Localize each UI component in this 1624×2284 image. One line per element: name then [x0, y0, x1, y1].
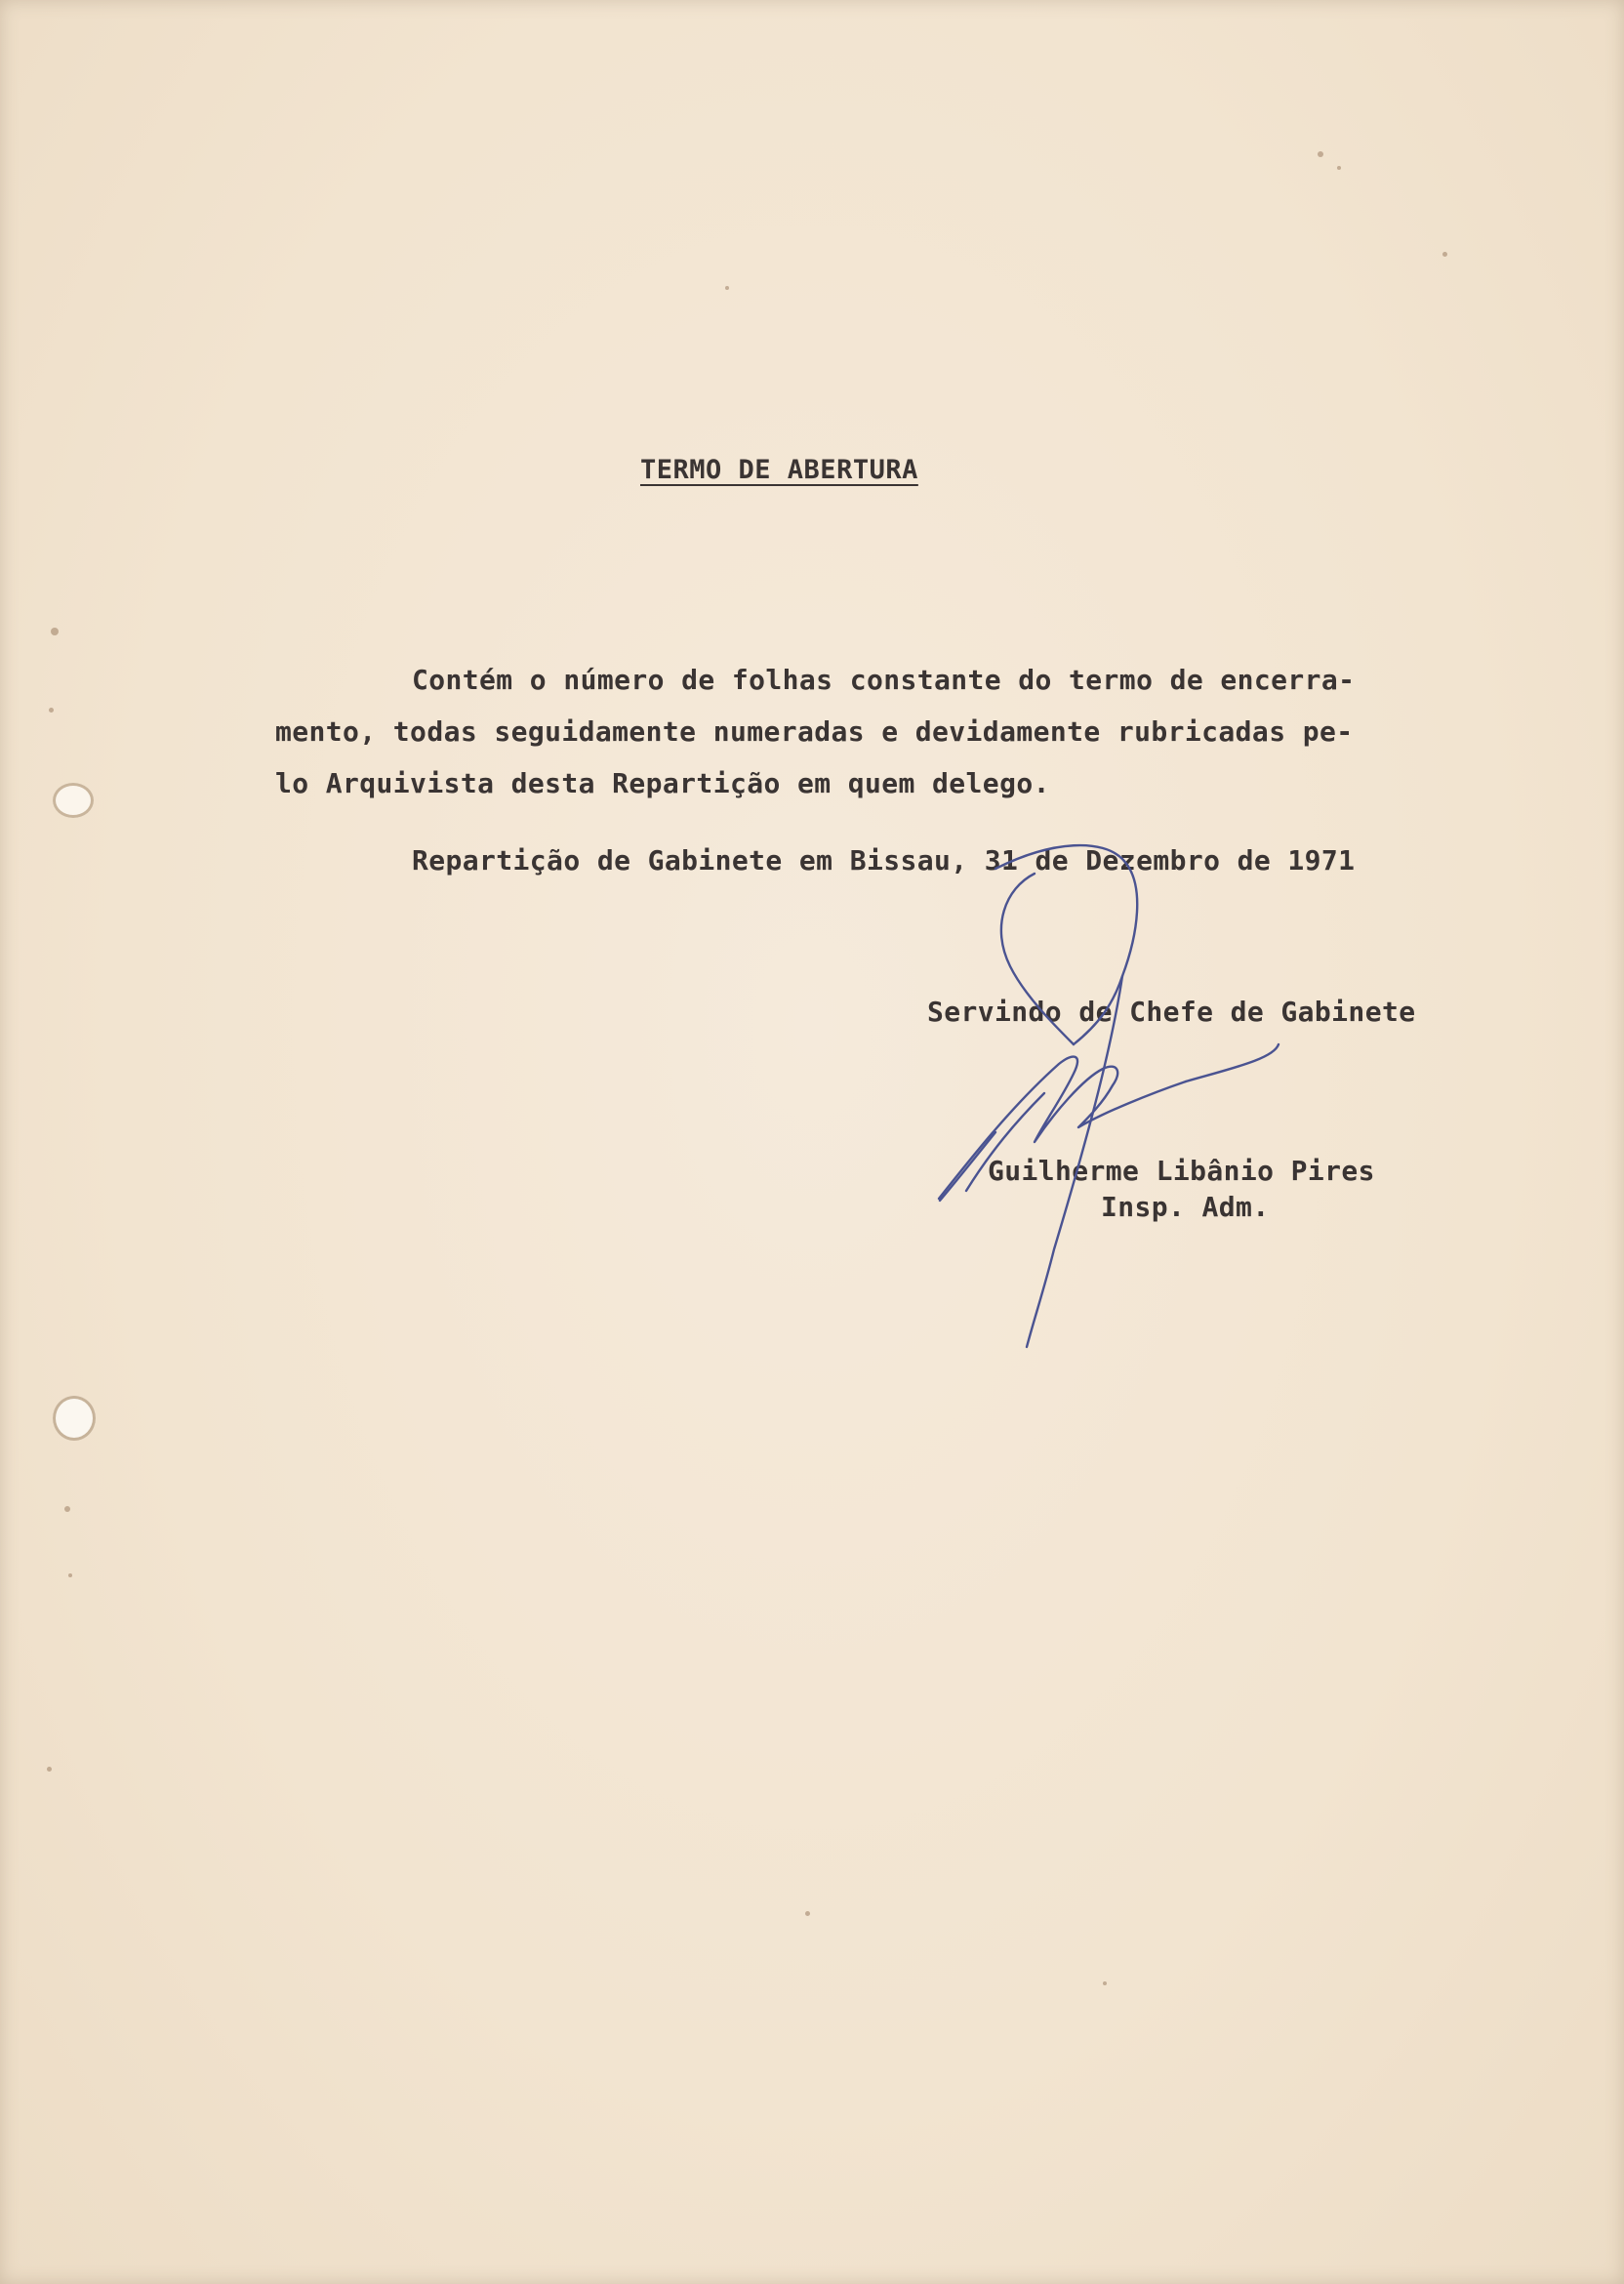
document-body	[275, 654, 1505, 809]
punch-hole-upper	[53, 783, 94, 818]
body-line-3: lo Arquivista desta Repartição em quem delego.	[275, 767, 1050, 799]
paper-speck	[1103, 1981, 1107, 1985]
paper-speck	[1318, 151, 1323, 157]
paper-speck	[49, 708, 54, 713]
paper-speck	[1337, 166, 1341, 170]
signatory-name: Guilherme Libânio Pires	[988, 1155, 1375, 1187]
handwritten-signature	[937, 830, 1581, 1435]
paper-speck	[64, 1506, 70, 1512]
paper-speck	[805, 1911, 810, 1916]
signatory-title: Insp. Adm.	[1101, 1191, 1270, 1223]
punch-hole-lower	[53, 1396, 96, 1441]
paper-speck	[51, 628, 59, 635]
place-date-line: Repartição de Gabinete em Bissau, 31 de Dezembro de 1971	[412, 844, 1356, 877]
paper-speck	[47, 1767, 52, 1772]
body-line-1: Contém o número de folhas constante do termo de encerra-	[412, 664, 1356, 696]
body-line-2: mento, todas seguidamente numeradas e devidamente rubricadas pe-	[275, 715, 1354, 748]
paper-speck	[1442, 252, 1447, 257]
document-title: TERMO DE ABERTURA	[640, 455, 918, 485]
paper-speck	[68, 1573, 72, 1577]
signatory-role: Servindo de Chefe de Gabinete	[927, 996, 1416, 1028]
paper-speck	[725, 286, 729, 290]
